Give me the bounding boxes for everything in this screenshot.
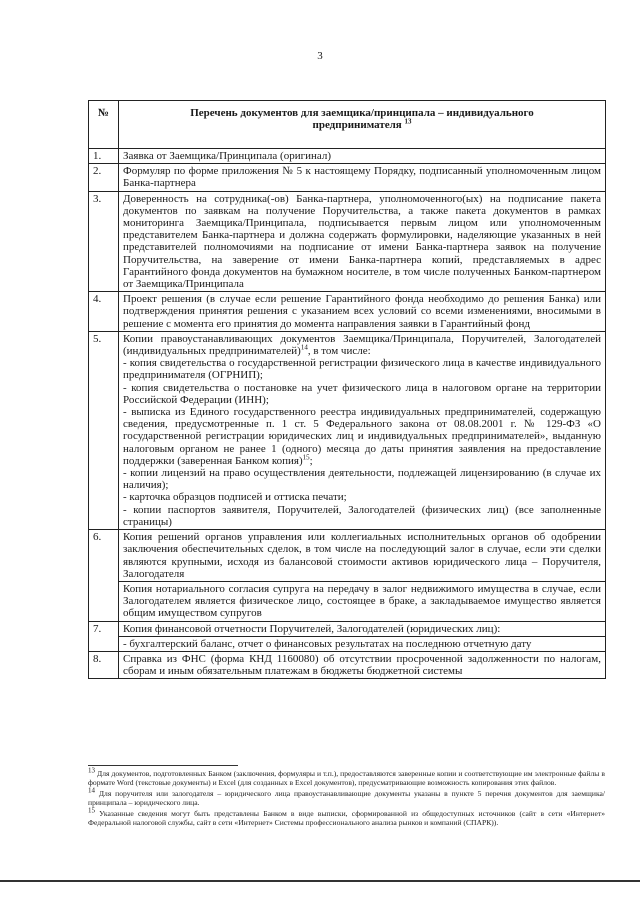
row5-intro: Копии правоустанавливающих документов Заемщика/Принципала, Поручителей, Залогодателей (индивидуальных предпринимателей): [123, 332, 601, 358]
row-text: Справка из ФНС (форма КНД 1160080) об отсутствии просроченной задолженности по налогам, сборам и иным обязательным платежам в бюджеты бюджетной системы: [119, 651, 606, 678]
footnote-separator: [88, 765, 238, 766]
row5-item: [123, 406, 601, 467]
header-title-line2: предпринимателя: [312, 119, 402, 132]
page-bottom-rule: [0, 880, 640, 882]
row-text: Копия решений органов управления или коллегиальных исполнительных органов об одобрении заключения обеспечительных сделок, в том числе на последующий залог в случае, если эти сделки являются крупными, исходя из балансовой стоимости активов юридического лица – Поручителя, Залогодателя: [119, 530, 606, 582]
table-row: [89, 621, 606, 636]
header-title: [119, 101, 606, 149]
documents-table: [88, 100, 606, 679]
row-number: 6.: [89, 530, 119, 621]
table-row: [89, 292, 606, 332]
row-text: Копия нотариального согласия супруга на передачу в залог недвижимого имущества в случае, если Залогодателем является физическое лицо, состоящее в браке, а закладываемое имущество является общим имуществом супругов: [119, 581, 606, 621]
row5-item: - копии лицензий на право осуществления деятельности, подлежащей лицензированию (в случае их наличия);: [123, 467, 601, 492]
footnote-text: Указанные сведения могут быть представлены Банком в виде выписки, сформированной из общедоступных источников (сайт в сети «Интернет» Федеральной налоговой службы, сайт в сети «Интернет» Системы профессионального анализа рынков и компаний (СПАРК)).: [88, 808, 605, 828]
row-text: [119, 331, 606, 529]
row5-item: - копия свидетельства о постановке на учет физического лица в налоговом органе на территории Российской Федерации (ИНН);: [123, 381, 601, 406]
footnote-text: Для поручителя или залогодателя – юридического лица правоустанавливающие документы указаны в пункте 5 перечня документов для заемщика/принципала – юридического лица.: [88, 788, 605, 808]
table-row: [89, 530, 606, 582]
table-row: [89, 651, 606, 678]
row5-item: - карточка образцов подписей и оттиска печати;: [123, 491, 347, 504]
table-header-row: [89, 101, 606, 149]
row-number: 5.: [89, 331, 119, 529]
footnote: [88, 786, 605, 808]
footnote-text: Для документов, подготовленных Банком (заключения, формуляры и т.п.), предоставляются заверенные копии и соответствующие им электронные файлы в формате Word (текстовые документы) и Excel (для созданных в Excel документов), предусматривающие возможность копирования этих файлов.: [88, 769, 605, 788]
footnote-mark: 14: [88, 786, 95, 795]
row-number: 1.: [89, 149, 119, 164]
row5-item: - копия свидетельства о государственной регистрации физического лица в качестве индивидуального предпринимателя (ОГРНИП);: [123, 357, 601, 382]
footnote-ref-15: 15: [302, 453, 310, 462]
footnote: [88, 766, 605, 788]
footnote-ref-13: 13: [404, 117, 412, 126]
row-text: - бухгалтерский баланс, отчет о финансовых результатах на последнюю отчетную дату: [119, 636, 606, 651]
table-subrow: [89, 581, 606, 621]
table-subrow: [89, 636, 606, 651]
footnote-mark: 15: [88, 806, 95, 815]
row5-item-text: - выписка из Единого государственного реестра индивидуальных предпринимателей, содержащую сведения, предусмотренные п. 1 ст. 5 Федерального закона от 08.08.2001 г. № 129-ФЗ «О государственной регистрации юридических лиц и индивидуальных предпринимателей», выданную налоговым органом не ранее 1 (одного) месяца до даты принятия заявления на предоставление поддержки (заверенная Банком копия): [123, 406, 601, 467]
row5-item-tail: ;: [309, 454, 313, 467]
row-text: Заявка от Заемщика/Принципала (оригинал): [119, 149, 606, 164]
footnote-ref-14: 14: [300, 343, 308, 352]
footnotes: [88, 766, 605, 828]
row5-intro-tail: , в том числе:: [307, 345, 371, 358]
table-row: [89, 331, 606, 529]
row-number: 7.: [89, 621, 119, 651]
row-text: Доверенность на сотрудника(-ов) Банка-партнера, уполномоченного(ых) на подписание пакета документов по заявкам на получение Поручительства, а также пакета документов в рамках мониторинга Заемщика/Принципала, подписывается первым лицом или уполномоченным представителем Банка-партнера и должна содержать формулировки, наделяющие указанных в ней представителей полномочиями на подписание от имени Банка-партнера заявок на получение Поручительства, на заверение от имени Банка-партнера копий, представляемых в адрес Гарантийного фонда документов на бумажном носителе, в том числе полученных Банком-партнером от Заемщика/Принципала: [119, 191, 606, 292]
table-row: [89, 164, 606, 191]
row-number: 8.: [89, 651, 119, 678]
table-row: [89, 191, 606, 292]
row-number: 4.: [89, 292, 119, 332]
table-row: [89, 149, 606, 164]
row-number: 3.: [89, 191, 119, 292]
row-text: Формуляр по форме приложения № 5 к настоящему Порядку, подписанный уполномоченным лицом Банка-партнера: [119, 164, 606, 191]
row5-item: - копии паспортов заявителя, Поручителей, Залогодателей (физических лиц) (все заполненные страницы): [123, 503, 601, 528]
header-title-line1: Перечень документов для заемщика/принципала – индивидуального: [190, 107, 534, 119]
footnote: [88, 806, 605, 828]
row-text: Копия финансовой отчетности Поручителей, Залогодателей (юридических лиц):: [119, 621, 606, 636]
footnote-mark: 13: [88, 766, 95, 775]
header-num: №: [89, 101, 119, 149]
page-number: 3: [317, 50, 323, 62]
row-text: Проект решения (в случае если решение Гарантийного фонда необходимо до решения Банка) или подтверждения принятия решения с указанием всех условий со всеми изменениями, вносимыми в решение с момента его принятия до момента направления заявки в Гарантийный фонд: [119, 292, 606, 332]
row-number: 2.: [89, 164, 119, 191]
